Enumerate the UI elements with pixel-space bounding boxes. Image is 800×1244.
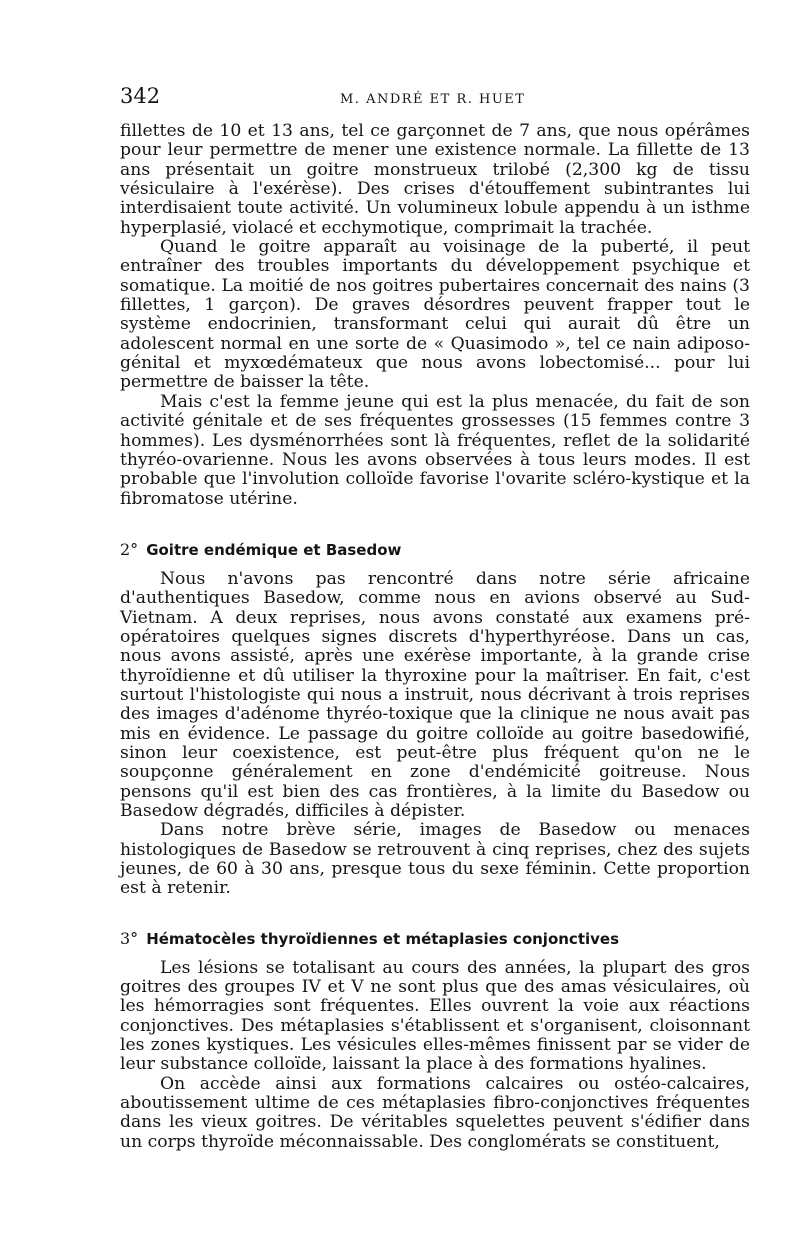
paragraph-7: On accède ainsi aux formations calcaires ou ostéo-calcaires, aboutissement ultime de ces métaplasies fibro-conjonctives fréquentes dans les vieux goitres. De véritables squelettes peuvent s'édifier dans un corps thyroïde méconnaissable. Des conglomérats se constituent,: [120, 1073, 750, 1152]
section-number-2: 2°: [120, 539, 139, 559]
paragraph-4: Nous n'avons pas rencontré dans notre série africaine d'authentiques Basedow, comme nous en avions observé au Sud-Vietnam. A deux reprises, nous avons constaté aux examens pré-opératoires quelques signes discrets d'hyperthyréose. Dans un cas, nous avons assisté, après une exérèse importante, à la grande crise thyroïdienne et dû utiliser la thyroxine pour la maîtriser. En fait, c'est surtout l'histologiste qui nous a instruit, nous décrivant à trois reprises des images d'adénome thyréo-toxique que la clinique ne nous avait pas mis en évidence. Le passage du goitre colloïde au goitre basedowifié, sinon leur coexistence, est peut-être plus fréquent qu'on ne le soupçonne généralement en zone d'endémicité goitreuse. Nous pensons qu'il est bien des cas frontières, à la limite du Basedow ou Basedow dégradés, difficiles à dépister.: [120, 568, 750, 821]
paragraph-2: Quand le goitre apparaît au voisinage de la puberté, il peut entraîner des troubles importants du développement psychique et somatique. La moitié de nos goitres pubertaires concernait des nains (3 fillettes, 1 garçon). De graves désordres peuvent frapper tout le système endocrinien, transformant celui qui aurait dû être un adolescent normal en une sorte de « Quasimodo », tel ce nain adiposo-génital et myxœdémateux que nous avons lobectomisé... pour lui permettre de baisser la tête.: [120, 237, 750, 393]
running-head: M. ANDRÉ ET R. HUET: [340, 92, 526, 107]
paragraph-3: Mais c'est la femme jeune qui est la plus menacée, du fait de son activité génitale et de ses fréquentes grossesses (15 femmes contre 3 hommes). Les dysménorrhées sont là fréquentes, reflet de la solidarité thyréo-ovarienne. Nous les avons observées à tous leurs modes. Il est probable que l'involution colloïde favorise l'ovarite scléro-kystique et la fibromatose utérine.: [120, 391, 750, 509]
page-body: [120, 122, 750, 1152]
section-heading-2: [120, 540, 750, 560]
section-heading-3: [120, 929, 750, 949]
section-title-2: Goitre endémique et Basedow: [146, 540, 402, 559]
section-number-3: 3°: [120, 928, 139, 948]
page-number: 342: [120, 84, 161, 108]
section-title-3: Hématocèles thyroïdiennes et métaplasies conjonctives: [146, 929, 620, 948]
paragraph-6: Les lésions se totalisant au cours des années, la plupart des gros goitres des groupes IV et V ne sont plus que des amas vésiculaires, où les hémorragies sont fréquentes. Elles ouvrent la voie aux réactions conjonctives. Des métaplasies s'établissent et s'organisent, cloisonnant les zones kystiques. Les vésicules elles-mêmes finissent par se vider de leur substance colloïde, laissant la place à des formations hyalines.: [120, 957, 750, 1075]
paragraph-5: Dans notre brève série, images de Basedow ou menaces histologiques de Basedow se retrouvent à cinq reprises, chez des sujets jeunes, de 60 à 30 ans, presque tous du sexe féminin. Cette proportion est à retenir.: [120, 820, 750, 899]
page-header: [120, 80, 750, 110]
paragraph-1: fillettes de 10 et 13 ans, tel ce garçonnet de 7 ans, que nous opérâmes pour leur permettre de mener une existence normale. La fillette de 13 ans présentait un goitre monstrueux trilobé (2,300 kg de tissu vésiculaire à l'exérèse). Des crises d'étouffement subintrantes lui interdisaient toute activité. Un volumineux lobule appendu à un isthme hyperplasié, violacé et ecchymotique, comprimait la trachée.: [120, 121, 750, 238]
